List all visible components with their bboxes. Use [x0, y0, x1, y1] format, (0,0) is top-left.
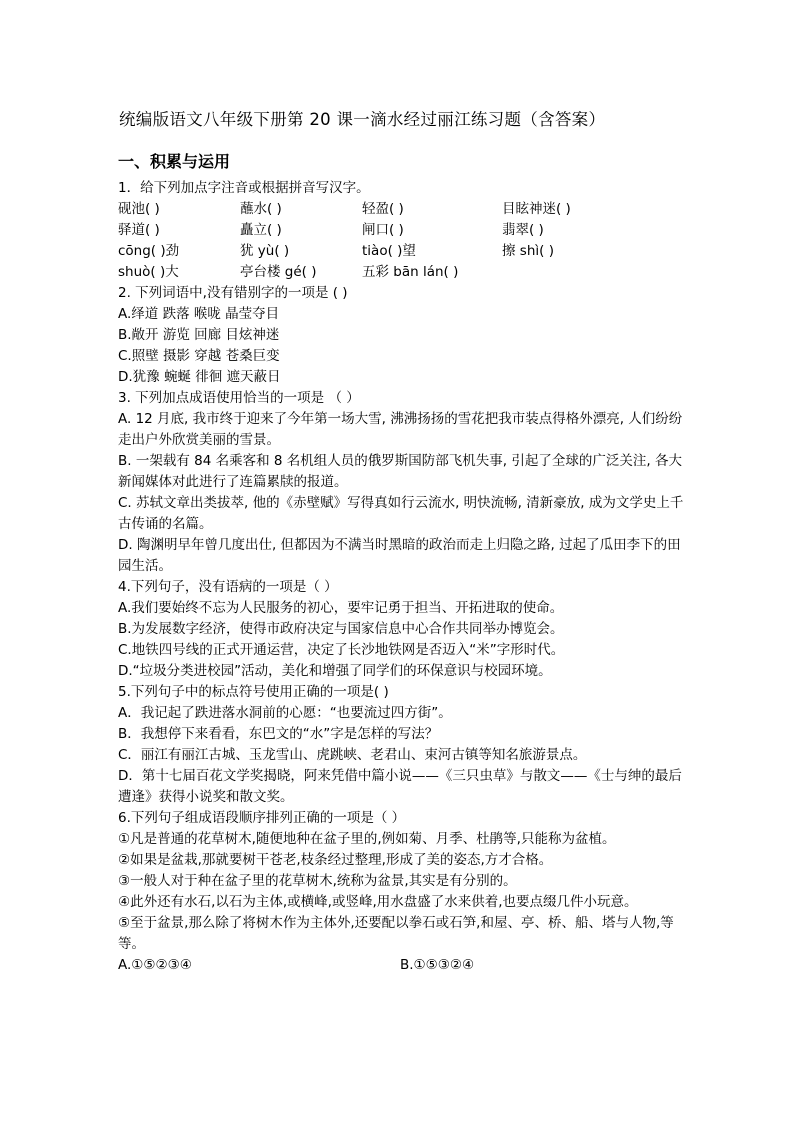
option-a: A．我记起了跌进落水洞前的心愿：“也要流过四方街”。 — [118, 705, 452, 721]
option-c: C．丽江有丽江古城、玉龙雪山、虎跳峡、老君山、束河古镇等知名旅游景点。 — [118, 747, 587, 763]
document-title: 统编版语文八年级下册第 20 课一滴水经过丽江练习题（含答案） — [119, 110, 606, 129]
option-b: B.敞开 游览 回廊 目炫神迷 — [118, 327, 280, 343]
option-c: C. 苏轼文章出类拔萃, 他的《赤壁赋》写得真如行云流水, 明快流畅, 清新豪放, 成为文学史上千古传诵的名篇。 — [118, 495, 684, 532]
pinyin-cell: 砚池( ) — [118, 201, 160, 217]
pinyin-cell: 五彩 bān lán( ) — [362, 264, 459, 280]
option-d: D.犹豫 蜿蜒 徘徊 遮天蔽日 — [118, 369, 281, 385]
pinyin-cell: 轻盈( ) — [362, 201, 404, 217]
pinyin-row — [118, 199, 684, 220]
pinyin-cell: shuò( )大 — [118, 264, 179, 280]
pinyin-cell: 驿道( ) — [118, 222, 160, 238]
pinyin-row — [118, 220, 684, 241]
pinyin-row — [118, 241, 684, 262]
sentence-4: ④此外还有水石,以石为主体,或横峰,或竖峰,用水盘盛了水来供着,也要点缀几件小玩意。 — [118, 894, 638, 910]
sentence-2: ②如果是盆栽,那就要树干苍老,枝条经过整理,形成了美的姿态,方才合格。 — [118, 852, 553, 868]
option-a: A. 12 月底, 我市终于迎来了今年第一场大雪, 沸沸扬扬的雪花把我市装点得格外漂亮, 人们纷纷走出户外欣赏美丽的雪景。 — [118, 411, 683, 448]
question-5-stem: 5.下列句子中的标点符号使用正确的一项是( ) — [118, 684, 389, 700]
pinyin-cell: tiào( )望 — [362, 243, 416, 259]
pinyin-cell: 翡翠( ) — [502, 222, 544, 238]
question-list — [118, 178, 684, 976]
option-d: D．第十七届百花文学奖揭晓，阿来凭借中篇小说——《三只虫草》与散文——《士与绅的最后遭逢》获得小说奖和散文奖。 — [118, 768, 682, 805]
question-3-stem: 3. 下列加点成语使用恰当的一项是 （ ） — [118, 390, 360, 406]
question-4-stem: 4.下列句子，没有语病的一项是（ ） — [118, 579, 338, 595]
option-d: D. 陶渊明早年曾几度出仕, 但都因为不满当时黑暗的政治而走上归隐之路, 过起了瓜田李下的田园生活。 — [118, 537, 681, 574]
option-a: A.绎道 跌落 喉咙 晶莹夺目 — [118, 306, 280, 322]
option-a: A.我们要始终不忘为人民服务的初心，要牢记勇于担当、开拓进取的使命。 — [118, 600, 564, 616]
option-d: D.“垃圾分类进校园”活动，美化和增强了同学们的环保意识与校园环境。 — [118, 663, 552, 679]
answer-options-row — [118, 955, 684, 976]
pinyin-row — [118, 262, 684, 283]
option-c: C.地铁四号线的正式开通运营，决定了长沙地铁网是否迈入“米”字形时代。 — [118, 642, 565, 658]
section-heading: 一、积累与运用 — [118, 152, 231, 171]
option-b: B. 一架载有 84 名乘客和 8 名机组人员的俄罗斯国防部飞机失事, 引起了全球的广泛关注, 各大新闻媒体对此进行了连篇累牍的报道。 — [118, 453, 682, 490]
pinyin-cell: 目眩神迷( ) — [502, 201, 571, 217]
pinyin-cell: 擦 shì( ) — [502, 243, 554, 259]
pinyin-cell: 闸口( ) — [362, 222, 404, 238]
question-1-stem: 1．给下列加点字注音或根据拼音写汉字。 — [118, 180, 370, 196]
question-2-stem: 2. 下列词语中,没有错别字的一项是 ( ) — [118, 285, 348, 301]
question-6-stem: 6.下列句子组成语段顺序排列正确的一项是（ ） — [118, 810, 406, 826]
sentence-5: ⑤至于盆景,那么除了将树木作为主体外,还要配以拳石或石笋,和屋、亭、桥、船、塔与人物,等等。 — [118, 915, 674, 952]
pinyin-cell: 蘸水( ) — [240, 201, 282, 217]
pinyin-cell: 矗立( ) — [240, 222, 282, 238]
option-b: B.①⑤③②④ — [400, 957, 475, 973]
pinyin-cell: 犹 yù( ) — [240, 243, 290, 259]
pinyin-cell: cōng( )劲 — [118, 243, 180, 259]
option-b: B.为发展数字经济，使得市政府决定与国家信息中心合作共同举办博览会。 — [118, 621, 564, 637]
option-b: B．我想停下来看看，东巴文的“水”字是怎样的写法？ — [118, 726, 439, 742]
sentence-1: ①凡是普通的花草树木,随便地种在盆子里的,例如菊、月季、杜鹃等,只能称为盆植。 — [118, 831, 616, 847]
option-a: A.①⑤②③④ — [118, 957, 192, 973]
pinyin-cell: 亭台楼 gé( ) — [240, 264, 317, 280]
sentence-3: ③一般人对于种在盆子里的花草树木,统称为盆景,其实是有分别的。 — [118, 873, 517, 889]
option-c: C.照壁 摄影 穿越 苍桑巨变 — [118, 348, 280, 364]
